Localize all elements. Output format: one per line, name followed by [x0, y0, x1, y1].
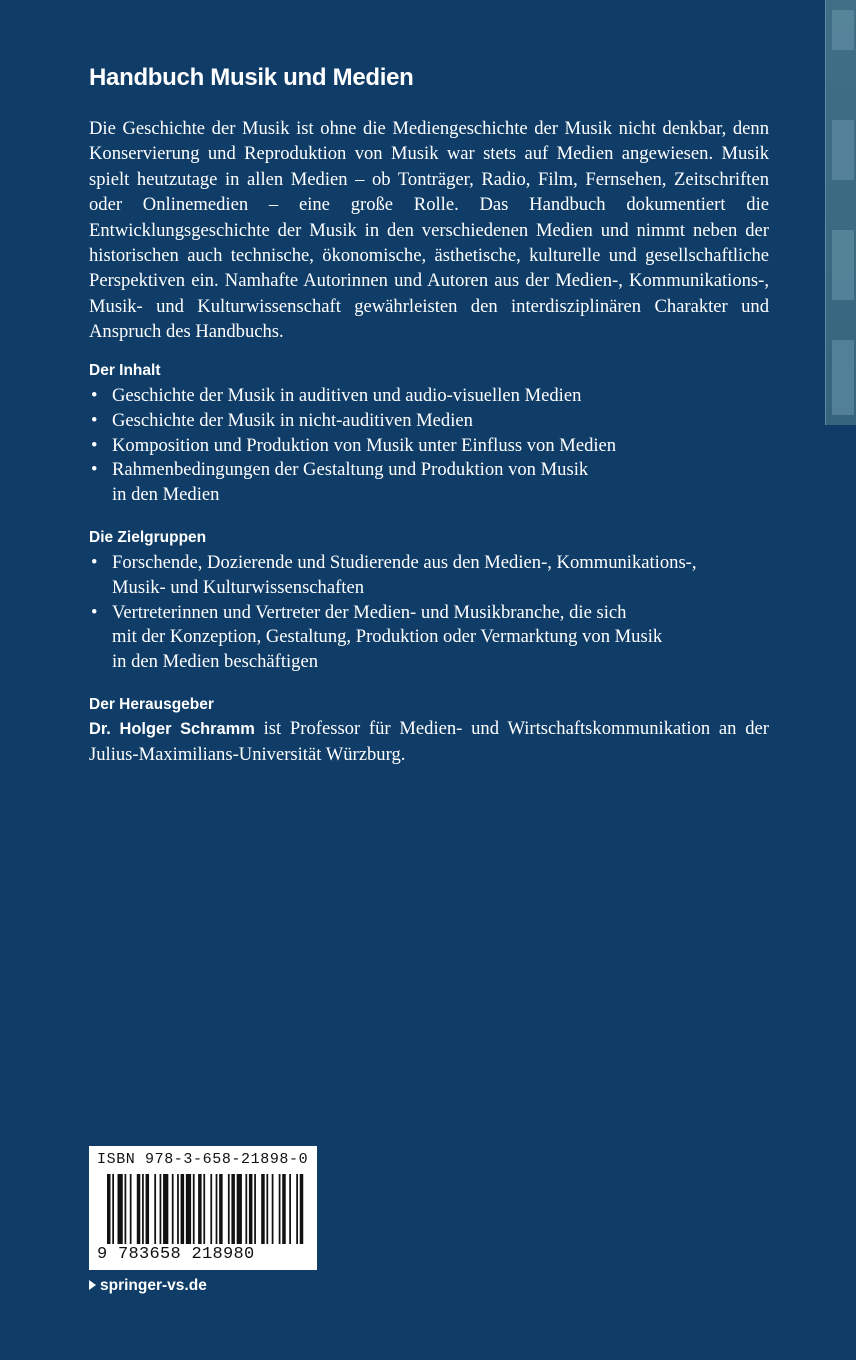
bullet-icon: • — [91, 434, 98, 456]
bullet-icon: • — [91, 459, 98, 481]
list-item — [89, 551, 779, 601]
list-item-text: in den Medien beschäftigen — [112, 651, 319, 673]
barcode-bar — [289, 1174, 291, 1244]
barcode-bar — [203, 1174, 205, 1244]
barcode-bar — [181, 1174, 185, 1244]
barcode-bar — [300, 1174, 304, 1244]
barcode-bar — [142, 1174, 144, 1244]
barcode-bar — [237, 1174, 242, 1244]
barcode-bar — [254, 1174, 256, 1244]
barcode-bar — [125, 1174, 127, 1244]
barcode-bar — [245, 1174, 247, 1244]
barcode-bar — [296, 1174, 298, 1244]
barcode-bar — [163, 1174, 168, 1244]
barcode-bar — [112, 1174, 114, 1244]
barcode-graphic — [107, 1174, 305, 1244]
barcode-bar — [177, 1174, 179, 1244]
list-item-text: Geschichte der Musik in auditiven und audio-visuellen Medien — [112, 385, 582, 406]
barcode-bar — [193, 1174, 195, 1244]
spine-letter-shape — [832, 230, 854, 300]
spine-letter-shape — [832, 340, 854, 415]
section-heading-herausgeber: Der Herausgeber — [89, 696, 214, 713]
barcode-bar — [219, 1174, 223, 1244]
barcode-bar — [118, 1174, 123, 1244]
list-item-text: Komposition und Produktion von Musik unter Einfluss von Medien — [112, 434, 617, 456]
barcode-bar — [231, 1174, 235, 1244]
barcode-bar — [137, 1174, 141, 1244]
barcode-bar — [172, 1174, 174, 1244]
arrow-right-icon — [89, 1280, 96, 1290]
barcode-bar — [282, 1174, 286, 1244]
list-item — [89, 409, 779, 434]
barcode-bar — [160, 1174, 162, 1244]
spine-letter-shape — [832, 10, 854, 50]
target-group-list — [89, 551, 779, 675]
barcode-bar — [261, 1174, 265, 1244]
content-list — [89, 384, 779, 508]
barcode-bar — [107, 1174, 111, 1244]
barcode-bar — [279, 1174, 281, 1244]
editor-description: ist Professor für Medien- und Wirtschaftskommunikation an der Julius-Maximilians-Universität Würzburg. — [89, 718, 769, 766]
barcode-bar — [210, 1174, 212, 1244]
list-item-text: mit der Konzeption, Gestaltung, Produktion oder Vermarktung von Musik — [112, 626, 663, 648]
isbn-label: ISBN 978-3-658-21898-0 — [97, 1151, 309, 1168]
list-item — [89, 434, 779, 459]
section-heading-inhalt: Der Inhalt — [89, 362, 161, 379]
isbn-barcode-box — [89, 1146, 317, 1270]
list-item-text: Rahmenbedingungen der Gestaltung und Produktion von Musik — [112, 459, 589, 481]
bullet-icon: • — [91, 552, 98, 573]
spine-letter-shape — [832, 120, 854, 180]
barcode-bar — [216, 1174, 218, 1244]
barcode-bar — [130, 1174, 132, 1244]
list-item — [89, 601, 779, 675]
barcode-bar — [154, 1174, 156, 1244]
intro-paragraph: Die Geschichte der Musik ist ohne die Mediengeschichte der Musik nicht denkbar, denn Konservierung und Reproduktion von Musik war stets auf Medien angewiesen. Musik spielt heutzutage in allen Medien – ob Tonträger, Radio, Film, Fernsehen, Zeitschriften oder Onlinemedien – eine große Rolle. Das Handbuch dokumentiert die Entwicklungsgeschichte der Musik in den verschiedenen Medien und nimmt neben der historischen auch technische, ökonomische, ästhetische, kulturelle und gesellschaftliche Perspektiven ein. Namhafte Autorinnen und Autoren aus der Medien-, Kommunikations-, Musik- und Kulturwissenschaft gewährleisten den interdisziplinären Charakter und Anspruch des Handbuchs. — [89, 118, 769, 343]
bullet-icon: • — [91, 409, 98, 431]
barcode-bar — [266, 1174, 268, 1244]
publisher-link[interactable] — [89, 1275, 207, 1297]
list-item — [89, 384, 779, 409]
barcode-bar — [186, 1174, 191, 1244]
spine-edge — [825, 0, 856, 425]
list-item-text: Geschichte der Musik in nicht-auditiven Medien — [112, 409, 473, 431]
editor-name: Dr. Holger Schramm — [89, 720, 255, 738]
bullet-icon: • — [91, 385, 98, 406]
editor-paragraph — [89, 716, 769, 768]
bullet-icon: • — [91, 601, 98, 623]
list-item-text: Forschende, Dozierende und Studierende aus den Medien-, Kommunikations-, — [112, 552, 697, 573]
barcode-bar — [249, 1174, 253, 1244]
barcode-bar — [228, 1174, 230, 1244]
barcode-bar — [272, 1174, 274, 1244]
section-heading-zielgruppen: Die Zielgruppen — [89, 529, 207, 546]
list-item-text: in den Medien — [112, 484, 220, 506]
barcode-digits: 9 783658 218980 — [97, 1245, 255, 1264]
barcode-bar — [198, 1174, 202, 1244]
publisher-url: springer-vs.de — [100, 1277, 207, 1294]
barcode-bar — [146, 1174, 150, 1244]
list-item-text: Musik- und Kulturwissenschaften — [112, 576, 365, 598]
list-item-text: Vertreterinnen und Vertreter der Medien- und Musikbranche, die sich — [112, 601, 627, 623]
book-title: Handbuch Musik und Medien — [89, 64, 414, 91]
list-item — [89, 458, 779, 508]
